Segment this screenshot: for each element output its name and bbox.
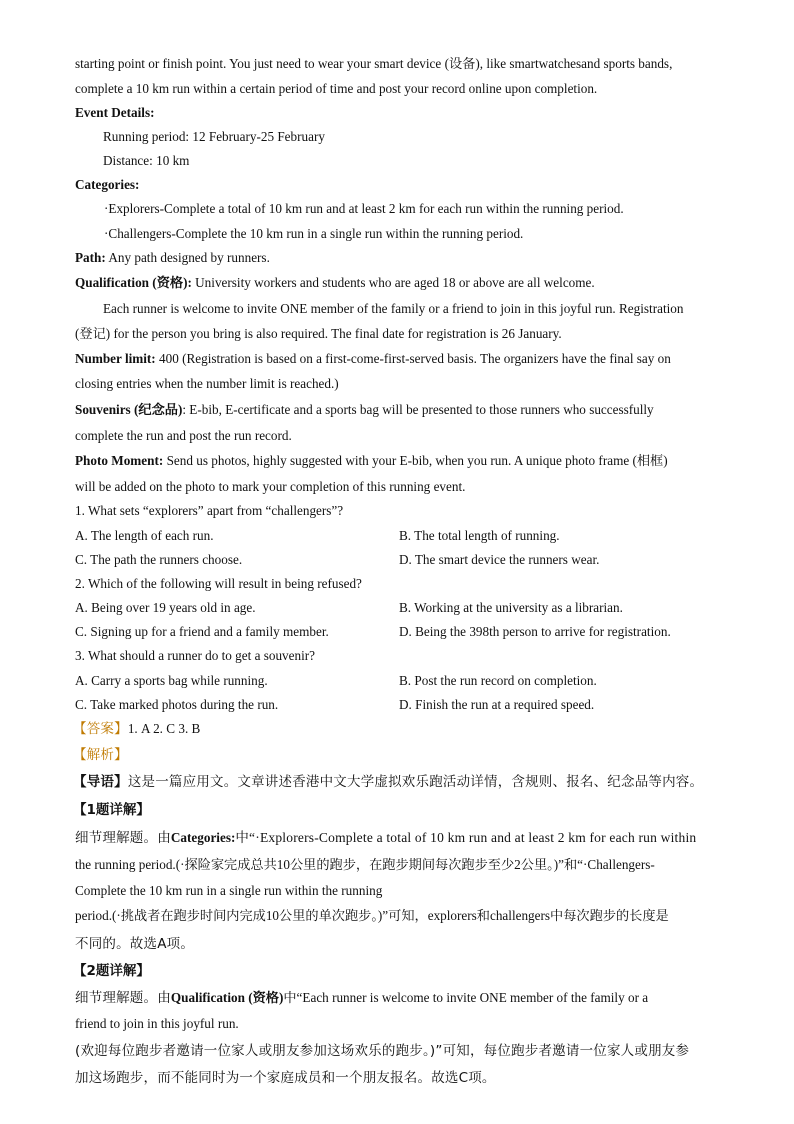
answer-label: 【答案】 [73, 721, 128, 737]
question-1-option-c: C. The path the runners choose. [75, 552, 243, 567]
photo-text: Send us photos, highly suggested with your E-bib, when you run. A unique photo frame (相框) [163, 453, 668, 468]
intro-line-1: starting point or finish point. You just need to wear your smart device (设备), like smartwatchesand sports bands, [75, 56, 673, 71]
question-3-option-d: D. Finish the run at a required speed. [399, 697, 595, 712]
question-3-stem: 3. What should a runner do to get a souvenir? [75, 648, 316, 663]
path-text: Any path designed by runners. [105, 250, 270, 265]
qualification-para-1: Each runner is welcome to invite ONE member of the family or a friend to join in this joyful run. Registration [103, 301, 684, 316]
category-challengers: ·Challengers-Complete the 10 km run in a single run within the running period. [104, 226, 524, 241]
question-3-option-c: C. Take marked photos during the run. [75, 697, 279, 712]
souvenirs-label: Souvenirs (纪念品) [75, 402, 183, 417]
distance: Distance: 10 km [103, 153, 190, 168]
question-1-option-d: D. The smart device the runners wear. [399, 552, 600, 567]
photo-line-1 [75, 452, 668, 470]
path-label: Path: [75, 250, 106, 265]
running-period: Running period: 12 February-25 February [103, 129, 325, 144]
question-1-stem: 1. What sets “explorers” apart from “challengers”? [75, 503, 344, 518]
number-limit-line-1 [75, 350, 671, 368]
q1-detail-label: 【1题详解】 [73, 802, 150, 818]
number-limit-text: 400 (Registration is based on a first-come-first-served basis. The organizers have the final say on [155, 351, 671, 366]
q1-detail-quote: 中“·Explorers-Complete a total of 10 km run and at least 2 km for each run within [235, 830, 697, 845]
question-2-option-d: D. Being the 398th person to arrive for registration. [399, 624, 671, 639]
qualification-text: University workers and students who are aged 18 or above are all welcome. [191, 275, 595, 290]
question-2-option-c: C. Signing up for a friend and a family member. [75, 624, 329, 639]
qualification-label: Qualification (资格): [75, 275, 192, 290]
qualification-line [75, 274, 595, 292]
category-explorers: ·Explorers-Complete a total of 10 km run and at least 2 km for each run within the running period. [104, 201, 624, 216]
q1-detail-line-3: Complete the 10 km run in a single run within the running [75, 883, 383, 898]
question-2-stem: 2. Which of the following will result in being refused? [75, 576, 362, 591]
answer-line [73, 720, 200, 738]
categories-heading: Categories: [75, 177, 140, 192]
photo-label: Photo Moment: [75, 453, 164, 468]
q2-detail-label: 【2题详解】 [73, 963, 150, 979]
guide-text: 这是一篇应用文。文章讲述香港中文大学虚拟欢乐跑活动详情，含规则、报名、纪念品等内容。 [127, 774, 704, 790]
question-3-option-a: A. Carry a sports bag while running. [75, 673, 268, 688]
q2-detail-quote: 中“Each runner is welcome to invite ONE member of the family or a [283, 990, 649, 1005]
intro-line-2: complete a 10 km run within a certain period of time and post your record online upon completion. [75, 81, 598, 96]
question-3-option-b: B. Post the run record on completion. [399, 673, 597, 688]
q2-detail-source: Qualification (资格) [170, 990, 284, 1005]
q1-detail-source: Categories: [170, 830, 236, 845]
q2-detail-prefix: 细节理解题。由 [75, 990, 171, 1006]
q1-detail-line-5: 不同的。故选A项。 [75, 936, 195, 952]
q2-detail-line-3: (欢迎每位跑步者邀请一位家人或朋友参加这场欢乐的跑步。)”可知，每位跑步者邀请一位家人或朋友参 [75, 1043, 690, 1059]
guide-line [73, 773, 703, 791]
event-details-heading: Event Details: [75, 105, 155, 120]
souvenirs-line-1 [75, 401, 654, 419]
q1-detail-line-4: period.(·挑战者在跑步时间内完成10公里的单次跑步。)”可知，explorers和challengers中每次跑步的长度是 [75, 908, 669, 923]
question-2-option-a: A. Being over 19 years old in age. [75, 600, 256, 615]
q2-detail-line-1 [75, 989, 648, 1007]
souvenirs-line-2: complete the run and post the run record. [75, 428, 292, 443]
answer-text: 1. A 2. C 3. B [127, 721, 201, 736]
number-limit-label: Number limit: [75, 351, 156, 366]
q1-detail-line-1 [75, 829, 696, 847]
photo-line-2: will be added on the photo to mark your completion of this running event. [75, 479, 466, 494]
question-1-option-b: B. The total length of running. [399, 528, 560, 543]
q2-detail-line-4: 加这场跑步，而不能同时为一个家庭成员和一个朋友报名。故选C项。 [75, 1070, 496, 1086]
souvenirs-text: : E-bib, E-certificate and a sports bag will be presented to those runners who successfully [182, 402, 654, 417]
number-limit-line-2: closing entries when the number limit is reached.) [75, 376, 339, 391]
path-line [75, 249, 270, 267]
q1-detail-prefix: 细节理解题。由 [75, 830, 171, 846]
qualification-para-2: (登记) for the person you bring is also required. The final date for registration is 26 January. [75, 326, 562, 341]
guide-label: 【导语】 [73, 774, 128, 790]
question-1-option-a: A. The length of each run. [75, 528, 214, 543]
q2-detail-line-2: friend to join in this joyful run. [75, 1016, 239, 1031]
question-2-option-b: B. Working at the university as a librarian. [399, 600, 623, 615]
q1-detail-line-2: the running period.(·探险家完成总共10公里的跑步，在跑步期间每次跑步至少2公里。)”和“·Challengers- [75, 857, 655, 872]
analysis-label: 【解析】 [73, 747, 128, 763]
